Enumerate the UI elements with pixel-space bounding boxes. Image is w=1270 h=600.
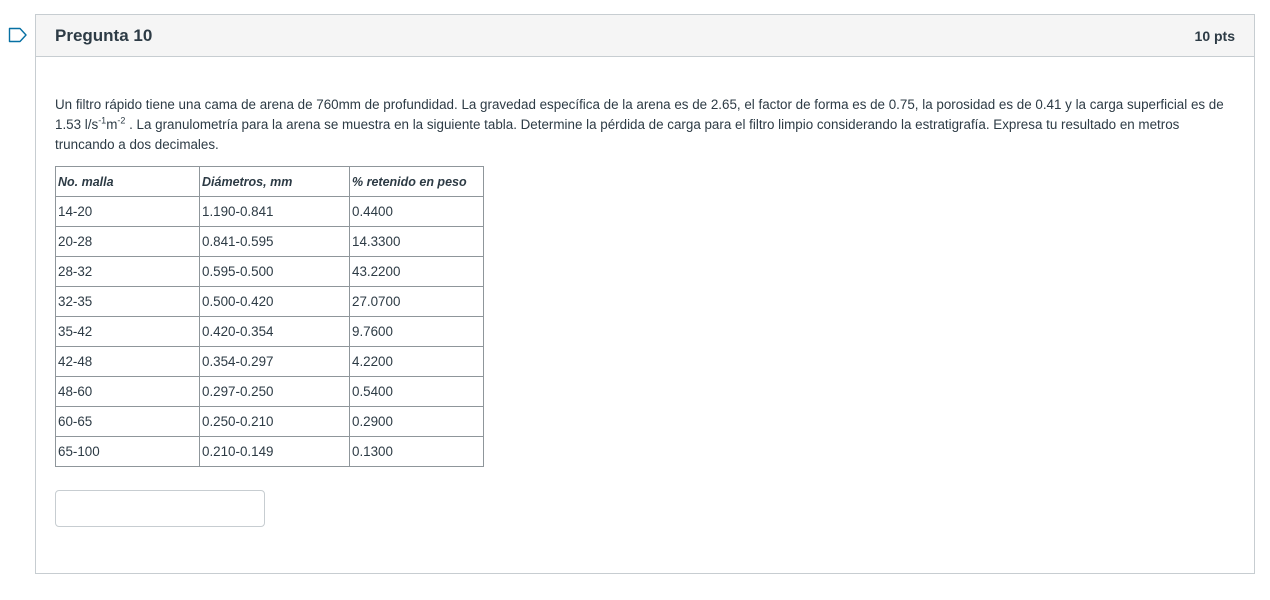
question-text-part1: Un filtro rápido tiene una cama de arena de 760mm de profundidad. La gravedad específica de la arena es de 2.65, el factor de forma es de 0.75, la porosidad es de 0.41 y la carga superficial es de 1.53 l/s xyxy=(55,97,1224,132)
question-text xyxy=(55,95,1230,155)
table-cell-mesh: 14-20 xyxy=(56,197,200,227)
table-cell-diameters: 0.595-0.500 xyxy=(200,257,350,287)
question-text-part3: . La granulometría para la arena se muestra en la siguiente tabla. Determine la pérdida de carga para el filtro limpio considerando la estratigrafía. Expresa tu resultado en metros truncando a dos decimales. xyxy=(55,117,1180,152)
table-cell-retained: 4.2200 xyxy=(350,347,484,377)
table-cell-diameters: 0.210-0.149 xyxy=(200,437,350,467)
table-row xyxy=(56,257,484,287)
table-cell-diameters: 0.420-0.354 xyxy=(200,317,350,347)
table-cell-retained: 0.5400 xyxy=(350,377,484,407)
table-row xyxy=(56,317,484,347)
table-cell-mesh: 35-42 xyxy=(56,317,200,347)
table-cell-mesh: 32-35 xyxy=(56,287,200,317)
table-row xyxy=(56,407,484,437)
question-points: 10 pts xyxy=(1194,27,1235,44)
table-cell-retained: 14.3300 xyxy=(350,227,484,257)
table-cell-diameters: 0.297-0.250 xyxy=(200,377,350,407)
table-row xyxy=(56,227,484,257)
question-text-sup2: -2 xyxy=(117,115,126,126)
question-body xyxy=(36,57,1254,527)
table-cell-retained: 43.2200 xyxy=(350,257,484,287)
question-title: Pregunta 10 xyxy=(55,25,153,45)
table-cell-diameters: 0.500-0.420 xyxy=(200,287,350,317)
table-cell-mesh: 42-48 xyxy=(56,347,200,377)
table-cell-retained: 9.7600 xyxy=(350,317,484,347)
table-cell-mesh: 65-100 xyxy=(56,437,200,467)
table-cell-diameters: 0.250-0.210 xyxy=(200,407,350,437)
column-header-mesh: No. malla xyxy=(56,167,200,197)
question-text-sup1: -1 xyxy=(98,115,107,126)
table-row xyxy=(56,347,484,377)
table-cell-retained: 27.0700 xyxy=(350,287,484,317)
table-row xyxy=(56,377,484,407)
answer-input[interactable] xyxy=(55,490,265,527)
question-text-part2: m xyxy=(106,117,118,132)
table-cell-retained: 0.1300 xyxy=(350,437,484,467)
table-cell-diameters: 0.841-0.595 xyxy=(200,227,350,257)
question-header xyxy=(36,15,1254,57)
column-header-diameters: Diámetros, mm xyxy=(200,167,350,197)
granulometry-table xyxy=(55,166,484,467)
question-card xyxy=(35,14,1255,574)
table-row xyxy=(56,287,484,317)
table-cell-retained: 0.2900 xyxy=(350,407,484,437)
table-cell-mesh: 48-60 xyxy=(56,377,200,407)
table-cell-mesh: 60-65 xyxy=(56,407,200,437)
table-cell-retained: 0.4400 xyxy=(350,197,484,227)
table-cell-mesh: 20-28 xyxy=(56,227,200,257)
column-header-retained: % retenido en peso xyxy=(350,167,484,197)
flag-question-icon[interactable] xyxy=(8,27,28,43)
table-cell-mesh: 28-32 xyxy=(56,257,200,287)
table-row xyxy=(56,437,484,467)
table-header-row xyxy=(56,167,484,197)
table-cell-diameters: 1.190-0.841 xyxy=(200,197,350,227)
table-cell-diameters: 0.354-0.297 xyxy=(200,347,350,377)
table-row xyxy=(56,197,484,227)
